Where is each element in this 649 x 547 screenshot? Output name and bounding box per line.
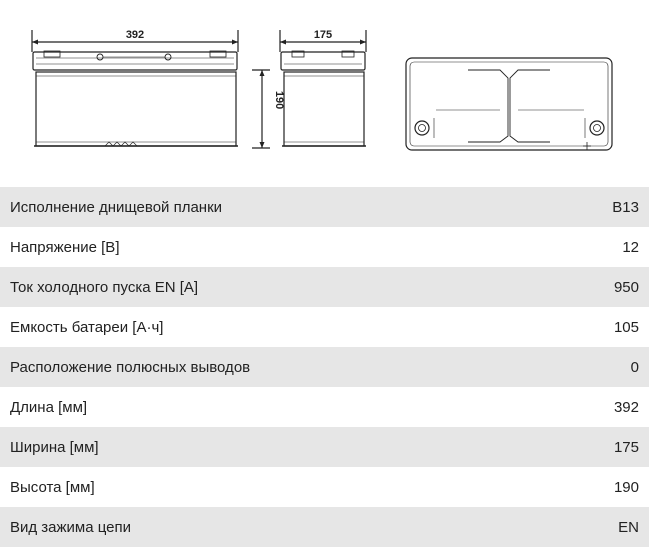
spec-label: Емкость батареи [А·ч]: [10, 318, 164, 336]
negative-terminal: [415, 121, 429, 135]
spec-row: [0, 307, 649, 347]
spec-row: [0, 347, 649, 387]
side-body: [284, 72, 364, 146]
spec-row: [0, 467, 649, 507]
spec-label: Длина [мм]: [10, 398, 88, 416]
spec-value: B13: [612, 198, 639, 216]
front-body: [36, 72, 236, 146]
positive-terminal: [590, 121, 604, 135]
spec-label: Вид зажима цепи: [10, 518, 132, 536]
spec-label: Ток холодного пуска EN [А]: [10, 278, 199, 296]
spec-row: [0, 187, 649, 227]
spec-value: 105: [613, 318, 639, 336]
spec-value: 175: [613, 438, 639, 456]
side-lid: [281, 52, 365, 70]
spec-label: Расположение полюсных выводов: [10, 358, 251, 376]
spec-label: Высота [мм]: [10, 478, 95, 496]
spec-row: [0, 227, 649, 267]
spec-value: 0: [630, 358, 639, 376]
spec-value: 392: [613, 398, 639, 416]
top-view-outline: [406, 58, 612, 150]
spec-value: 950: [613, 278, 639, 296]
spec-row: [0, 387, 649, 427]
side-width-label: 175: [313, 29, 333, 41]
spec-label: Напряжение [В]: [10, 238, 120, 256]
spec-value: EN: [618, 518, 639, 536]
spec-row: [0, 267, 649, 307]
front-lid: [33, 52, 237, 70]
battery-drawings: [0, 0, 649, 187]
spec-value: 190: [613, 478, 639, 496]
front-width-label: 392: [125, 29, 145, 41]
spec-row: [0, 507, 649, 547]
front-height-label: 190: [273, 90, 285, 110]
battery-technical-drawing: [0, 0, 649, 187]
specs-table: [0, 187, 649, 547]
spec-label: Ширина [мм]: [10, 438, 99, 456]
spec-value: 12: [622, 238, 639, 256]
spec-label: Исполнение днищевой планки: [10, 198, 223, 216]
spec-row: [0, 427, 649, 467]
